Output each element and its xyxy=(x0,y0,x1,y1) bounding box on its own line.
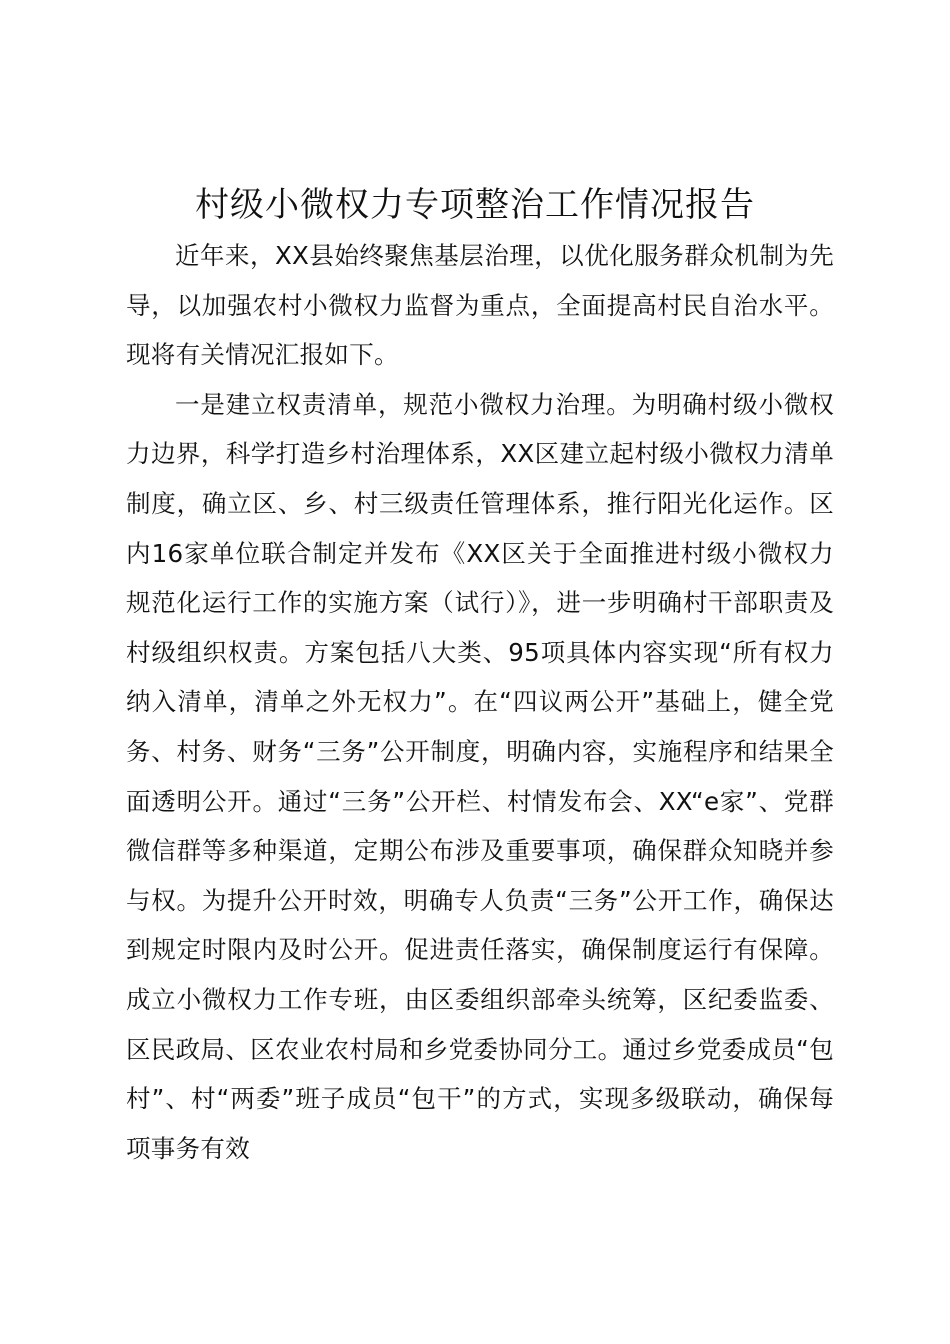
document-body xyxy=(126,231,834,1173)
document-title: 村级小微权力专项整治工作情况报告 xyxy=(195,185,755,225)
paragraph-section-one: 一是建立权责清单，规范小微权力治理。为明确村级小微权力边界，科学打造乡村治理体系，XX区建立起村级小微权力清单制度，确立区、乡、村三级责任管理体系，推行阳光化运作。区内16家单位联合制定并发布《XX区关于全面推进村级小微权力规范化运行工作的实施方案（试行）》，进一步明确村干部职责及村级组织权责。方案包括八大类、95项具体内容实现“所有权力纳入清单，清单之外无权力”。在“四议两公开”基础上，健全党务、村务、财务“三务”公开制度，明确内容，实施程序和结果全面透明公开。通过“三务”公开栏、村情发布会、XX“e家”、党群微信群等多种渠道，定期公布涉及重要事项，确保群众知晓并参与权。为提升公开时效，明确专人负责“三务”公开工作，确保达到规定时限内及时公开。促进责任落实，确保制度运行有保障。成立小微权力工作专班，由区委组织部牵头统筹，区纪委监委、区民政局、区农业农村局和乡党委协同分工。通过乡党委成员“包村”、村“两委”班子成员“包干”的方式，实现多级联动，确保每项事务有效 xyxy=(126,389,834,1163)
paragraph-intro: 近年来，XX县始终聚焦基层治理，以优化服务群众机制为先导，以加强农村小微权力监督为重点，全面提高村民自治水平。现将有关情况汇报如下。 xyxy=(126,241,834,370)
